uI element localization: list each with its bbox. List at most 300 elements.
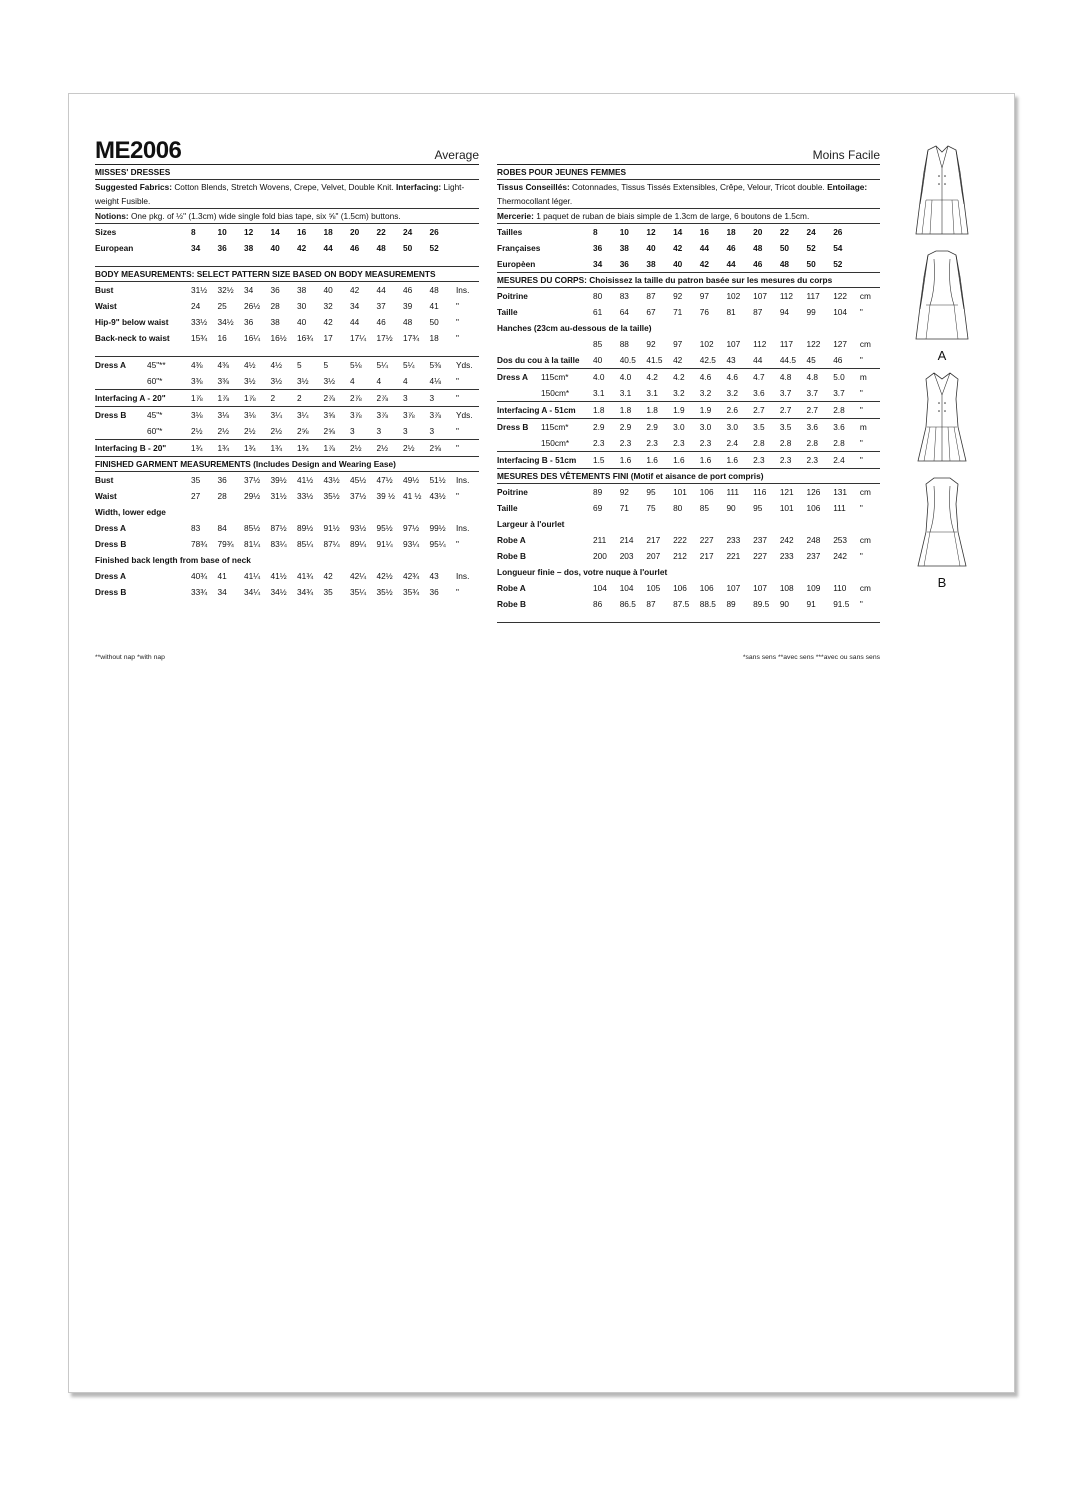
table-cell: 221 [726, 551, 741, 561]
table-cell: 107 [726, 583, 741, 593]
table-cell: 1.6 [646, 455, 658, 465]
table-cell: 4.6 [726, 372, 738, 382]
table-cell: 71 [673, 307, 683, 317]
european-sizes-row [95, 240, 479, 256]
table-cell: 92 [646, 339, 656, 349]
row-label: Europèen [497, 259, 536, 269]
table-cell: 42 [673, 243, 683, 253]
table-cell: 35½ [323, 491, 340, 501]
table-cell: 42½ [376, 571, 393, 581]
table-cell: 87 [646, 291, 656, 301]
table-cell: 107 [753, 583, 767, 593]
body-row-fr [497, 304, 880, 320]
row-label: Dress A [95, 523, 127, 533]
table-cell: 95¼ [429, 539, 446, 549]
row-label: Waist [95, 491, 117, 501]
table-cell: 3⅞ [429, 410, 442, 420]
row-label: Taille [497, 307, 518, 317]
table-cell: 45 [806, 355, 816, 365]
table-cell: 95 [646, 487, 656, 497]
table-cell: 36 [270, 285, 280, 295]
table-cell: 40 [270, 243, 280, 253]
table-cell: 18 [726, 227, 736, 237]
table-cell: 35¼ [350, 587, 367, 597]
table-cell: 87¼ [323, 539, 340, 549]
unit-cell: Yds. [456, 360, 473, 370]
table-cell: 3.7 [833, 388, 845, 398]
table-cell: 37½ [350, 491, 367, 501]
yardage-row-fr [497, 385, 880, 402]
table-cell: 237 [806, 551, 821, 561]
table-cell: 4 [376, 376, 382, 386]
fabric-width: 60"* [147, 376, 163, 386]
table-cell: 3¼ [297, 410, 309, 420]
table-cell: 17¾ [403, 333, 420, 343]
table-cell: 126 [806, 487, 821, 497]
table-cell: 1¾ [191, 443, 203, 453]
table-cell: 112 [779, 291, 794, 301]
row-label: Dress B [95, 539, 127, 549]
table-cell: 39 ½ [376, 491, 395, 501]
table-cell: 24 [806, 227, 816, 237]
neck-row-fr [497, 352, 880, 369]
table-cell: 5.0 [833, 372, 845, 382]
body-row-fr [497, 288, 880, 304]
table-cell: 36 [217, 243, 227, 253]
french-column [497, 134, 880, 623]
table-cell: 107 [753, 291, 767, 301]
pattern-code: ME2006 [95, 137, 182, 164]
table-cell: 40 [593, 355, 603, 365]
finished-row [95, 488, 479, 504]
table-cell: 64 [619, 307, 629, 317]
unit-cell: cm [859, 535, 871, 545]
footnote-en: **without nap *with nap [95, 654, 165, 661]
table-cell: 8 [191, 227, 196, 237]
table-cell: 20 [350, 227, 360, 237]
table-cell: 104 [619, 583, 634, 593]
table-cell: 1¾ [217, 443, 230, 453]
table-cell: 49½ [403, 475, 420, 485]
table-cell: 1.6 [673, 455, 685, 465]
unit-cell: cm [859, 291, 871, 301]
row-label: Robe A [497, 535, 526, 545]
width-row [95, 520, 479, 536]
table-cell: 17¼ [350, 333, 367, 343]
table-cell: 2.3 [619, 438, 632, 448]
footnote-fr: *sans sens **avec sens ***avec ou sans sens [742, 654, 880, 661]
table-cell: 14 [673, 227, 683, 237]
table-cell: 84 [217, 523, 227, 533]
table-cell: 4.0 [619, 372, 632, 382]
table-cell: 46 [403, 285, 413, 295]
finished-measurements-title: FINISHED GARMENT MEASUREMENTS (Includes Design and Wearing Ease) [95, 457, 479, 472]
table-cell: 93¼ [403, 539, 420, 549]
table-cell: 41.5 [646, 355, 663, 365]
table-cell: 37½ [244, 475, 261, 485]
table-cell: 35½ [376, 587, 393, 597]
table-cell: 248 [806, 535, 821, 545]
table-cell: 106 [699, 487, 714, 497]
table-cell: 97 [673, 339, 683, 349]
table-cell: 4½ [270, 360, 283, 370]
table-cell: 111 [726, 487, 740, 497]
european-sizes-row-fr [497, 256, 880, 273]
width-row-fr [497, 548, 880, 564]
table-cell: 91½ [323, 523, 340, 533]
view-label-b: B [937, 575, 947, 590]
table-cell: 122 [833, 291, 848, 301]
table-cell: 1⅞ [217, 393, 230, 403]
finished-measurements-title-fr: MESURES DES VÊTEMENTS FINI (Motif et aisance de port compris) [497, 469, 880, 484]
table-cell: 33¾ [191, 587, 208, 597]
table-cell: 86 [593, 599, 603, 609]
table-cell: 5¼ [403, 360, 415, 370]
row-label: Hip-9" below waist [95, 317, 169, 327]
table-cell: 80 [593, 291, 603, 301]
table-cell: 89.5 [753, 599, 770, 609]
interfacing-label-fr: Entoilage: [827, 182, 868, 192]
table-cell: 39½ [270, 475, 287, 485]
unit-cell: Ins. [456, 285, 470, 295]
length-row-fr [497, 580, 880, 596]
table-cell: 10 [217, 227, 227, 237]
row-label: Dress A [497, 372, 529, 382]
table-cell: 86.5 [619, 599, 636, 609]
table-cell: 2.8 [753, 438, 765, 448]
table-cell: 4.7 [753, 372, 765, 382]
table-cell: 3.2 [726, 388, 738, 398]
interfacing-text-fr: Thermocollant léger. [497, 196, 573, 206]
table-cell: 3¼ [270, 410, 283, 420]
table-cell: 46 [753, 259, 763, 269]
table-cell: 3.6 [806, 422, 819, 432]
body-measurements-title-fr: MESURES DU CORPS: Choisissez la taille du patron basée sur les mesures du corps [497, 273, 880, 288]
table-cell: 3 [376, 426, 382, 436]
table-cell: 17½ [376, 333, 393, 343]
table-cell: 85¼ [297, 539, 314, 549]
width-row [95, 536, 479, 552]
table-cell: 3 [429, 426, 435, 436]
pattern-title-fr: ROBES POUR JEUNES FEMMES [497, 165, 880, 180]
table-cell: 3 [403, 426, 408, 436]
table-cell: 48 [376, 243, 386, 253]
table-cell: 81¼ [244, 539, 261, 549]
table-cell: 28 [270, 301, 280, 311]
table-cell: 207 [646, 551, 661, 561]
table-cell: 87.5 [673, 599, 690, 609]
table-cell: 18 [429, 333, 439, 343]
table-cell: 16 [217, 333, 227, 343]
yardage-row [95, 407, 479, 423]
table-cell: 85 [699, 503, 709, 513]
table-cell: 104 [833, 307, 848, 317]
yardage-row-fr [497, 402, 880, 419]
table-cell: 104 [593, 583, 607, 593]
table-cell: 2½ [403, 443, 415, 453]
table-cell: 35¾ [403, 587, 420, 597]
table-cell: 92 [673, 291, 683, 301]
table-cell: 116 [753, 487, 767, 497]
unit-cell: " [456, 376, 459, 386]
table-cell: 3 [403, 393, 408, 403]
table-cell: 2½ [376, 443, 389, 453]
row-label: Robe B [497, 551, 527, 561]
table-cell: 26 [833, 227, 843, 237]
row-label: Robe B [497, 599, 527, 609]
unit-cell: " [859, 388, 863, 398]
table-cell: 4⅜ [217, 360, 230, 370]
table-cell: 3 [429, 393, 435, 403]
table-cell: 3⅜ [191, 376, 203, 386]
table-cell: 79¾ [217, 539, 234, 549]
french-sizes-row [497, 240, 880, 256]
table-cell: 88.5 [699, 599, 716, 609]
row-label: Dress B [95, 587, 127, 597]
body-row [95, 282, 479, 298]
table-cell: 83¼ [270, 539, 287, 549]
unit-cell: " [859, 455, 863, 465]
unit-cell: m [859, 422, 867, 432]
table-cell: 16¼ [244, 333, 261, 343]
table-cell: 1⅞ [323, 443, 336, 453]
row-label: Bust [95, 285, 114, 295]
spacer [497, 612, 880, 623]
interfacing-text: Light-weight Fusible. [95, 182, 465, 206]
unit-cell: " [456, 443, 459, 453]
table-cell: 47½ [376, 475, 393, 485]
table-cell: 92 [619, 487, 629, 497]
table-cell: 106 [699, 583, 714, 593]
table-cell: 34 [593, 259, 603, 269]
table-cell: 217 [646, 535, 661, 545]
table-cell: 1¾ [270, 443, 283, 453]
table-cell: 17 [323, 333, 333, 343]
table-cell: 4.8 [806, 372, 819, 382]
table-cell: 10 [619, 227, 629, 237]
table-cell: 41½ [297, 475, 314, 485]
row-label: Waist [95, 301, 117, 311]
table-cell: 37 [376, 301, 386, 311]
table-cell: 3 [350, 426, 355, 436]
table-cell: 44 [350, 317, 360, 327]
table-cell: 45½ [350, 475, 367, 485]
table-cell: 90 [779, 599, 790, 609]
table-cell: 3.2 [673, 388, 685, 398]
table-cell: 46 [726, 243, 736, 253]
unit-cell: Ins. [456, 523, 470, 533]
table-cell: 1.9 [699, 405, 712, 415]
table-cell: 20 [753, 227, 763, 237]
table-cell: 1.6 [726, 455, 738, 465]
yardage-row [95, 357, 479, 373]
table-cell: 3½ [297, 376, 309, 386]
english-header [95, 134, 479, 165]
length-row [95, 584, 479, 600]
row-label: Interfacing A - 20" [95, 393, 166, 403]
unit-cell: " [456, 393, 459, 403]
table-cell: 42 [323, 317, 333, 327]
dress-a-front-illustration [912, 142, 972, 238]
table-cell: 3.1 [619, 388, 632, 398]
row-label: Dress B [497, 422, 529, 432]
body-row [95, 330, 479, 346]
table-cell: 36 [217, 475, 227, 485]
table-cell: 35 [191, 475, 201, 485]
table-cell: 2½ [270, 426, 283, 436]
table-cell: 48 [403, 317, 413, 327]
table-cell: 43½ [429, 491, 446, 501]
table-cell: 71 [619, 503, 629, 513]
table-cell: 3½ [323, 376, 336, 386]
unit-cell: " [859, 503, 863, 513]
width-title-fr: Largeur à l'ourlet [497, 519, 565, 529]
table-cell: 52 [429, 243, 439, 253]
table-cell: 3.5 [753, 422, 765, 432]
table-cell: 117 [779, 339, 794, 349]
table-cell: 2½ [350, 443, 362, 453]
notions-text: One pkg. of ½" (1.3cm) wide single fold bias tape, six ⅝" (1.5cm) buttons. [130, 211, 401, 221]
table-cell: 50 [429, 317, 439, 327]
table-cell: 2.9 [593, 422, 605, 432]
fabric-width: 150cm* [541, 388, 570, 398]
table-cell: 2.8 [779, 438, 792, 448]
table-cell: 3.0 [726, 422, 738, 432]
table-cell: 83 [619, 291, 629, 301]
table-cell: 212 [673, 551, 687, 561]
table-cell: 27 [191, 491, 201, 501]
table-cell: 2.7 [753, 405, 765, 415]
table-cell: 97½ [403, 523, 420, 533]
table-cell: 28 [217, 491, 227, 501]
table-cell: 1.5 [593, 455, 605, 465]
table-cell: 111 [833, 503, 846, 513]
table-cell: 91¼ [376, 539, 393, 549]
table-cell: 108 [779, 583, 794, 593]
table-cell: 107 [726, 339, 741, 349]
table-cell: 3⅜ [217, 376, 230, 386]
table-cell: 1⅞ [191, 393, 203, 403]
table-cell: 121 [779, 487, 794, 497]
table-cell: 1.9 [673, 405, 685, 415]
table-cell: 2.3 [779, 455, 792, 465]
table-cell: 36 [429, 587, 439, 597]
table-cell: 69 [593, 503, 603, 513]
table-cell: 40 [673, 259, 683, 269]
table-cell: 42 [673, 355, 683, 365]
table-cell: 38 [244, 243, 254, 253]
table-cell: 3⅛ [217, 410, 230, 420]
table-cell: 38 [619, 243, 629, 253]
table-cell: 122 [806, 339, 821, 349]
table-cell: 25 [217, 301, 227, 311]
unit-cell: " [456, 301, 459, 311]
table-cell: 39 [403, 301, 413, 311]
unit-cell: cm [859, 583, 871, 593]
table-cell: 3⅝ [323, 410, 336, 420]
row-label: Interfacing B - 51cm [497, 455, 577, 465]
table-cell: 99 [806, 307, 816, 317]
length-row-fr [497, 596, 880, 612]
table-cell: 101 [673, 487, 687, 497]
table-cell: 67 [646, 307, 656, 317]
interfacing-label: Interfacing: [396, 182, 442, 192]
table-cell: 51½ [429, 475, 446, 485]
body-row [95, 298, 479, 314]
table-cell: 41½ [270, 571, 287, 581]
table-cell: 1.8 [593, 405, 605, 415]
table-cell: 41 [429, 301, 439, 311]
row-label: Bust [95, 475, 114, 485]
unit-cell: " [456, 426, 459, 436]
table-cell: 3.7 [779, 388, 792, 398]
table-cell: 102 [726, 291, 741, 301]
length-title-fr: Longueur finie – dos, votre nuque à l'ourlet [497, 567, 668, 577]
table-cell: 36 [593, 243, 603, 253]
length-row [95, 568, 479, 584]
table-cell: 2.8 [833, 405, 845, 415]
table-cell: 34 [217, 587, 227, 597]
table-cell: 52 [833, 259, 843, 269]
row-label: Dos du cou à la taille [497, 355, 580, 365]
table-cell: 242 [779, 535, 794, 545]
table-cell: 48 [779, 259, 790, 269]
fabrics-text-fr: Cotonnades, Tissus Tissés Extensibles, Crêpe, Velour, Tricot double. [572, 182, 825, 192]
row-label: Sizes [95, 227, 117, 237]
fabric-width: 45"* [147, 410, 163, 420]
table-cell: 42 [297, 243, 307, 253]
table-cell: 75 [646, 503, 656, 513]
table-cell: 3.6 [753, 388, 765, 398]
table-cell: 2 [270, 393, 276, 403]
fabrics-label-fr: Tissus Conseillés: [497, 182, 570, 192]
width-row-fr [497, 532, 880, 548]
table-cell: 2.3 [593, 438, 605, 448]
table-cell: 34 [191, 243, 201, 253]
dress-b-back-illustration [912, 474, 972, 570]
table-cell: 61 [593, 307, 603, 317]
table-cell: 3⅛ [244, 410, 256, 420]
suggested-fabrics [95, 180, 479, 209]
table-cell: 2.8 [806, 438, 819, 448]
sizes-row [95, 224, 479, 240]
table-cell: 227 [699, 535, 714, 545]
table-cell: 106 [806, 503, 821, 513]
row-label: Poitrine [497, 487, 528, 497]
table-cell: 131 [833, 487, 848, 497]
table-cell: 2.7 [779, 405, 792, 415]
table-cell: 78¾ [191, 539, 208, 549]
table-cell: 40.5 [619, 355, 636, 365]
table-cell: 105 [646, 583, 661, 593]
table-cell: 12 [646, 227, 656, 237]
table-cell: 44 [726, 259, 736, 269]
suggested-fabrics-fr [497, 180, 880, 209]
difficulty-level-fr: Moins Facile [812, 148, 880, 162]
table-cell: 2⅞ [350, 393, 362, 403]
table-cell: 227 [753, 551, 767, 561]
view-label-a: A [937, 348, 947, 363]
table-cell: 16½ [270, 333, 287, 343]
table-cell: 91 [806, 599, 816, 609]
table-cell: 50 [403, 243, 413, 253]
table-cell: 2½ [244, 426, 256, 436]
table-cell: 31½ [270, 491, 287, 501]
table-cell: 83 [191, 523, 201, 533]
table-cell: 4 [403, 376, 408, 386]
table-cell: 3½ [270, 376, 283, 386]
table-cell: 2⅝ [297, 426, 309, 436]
